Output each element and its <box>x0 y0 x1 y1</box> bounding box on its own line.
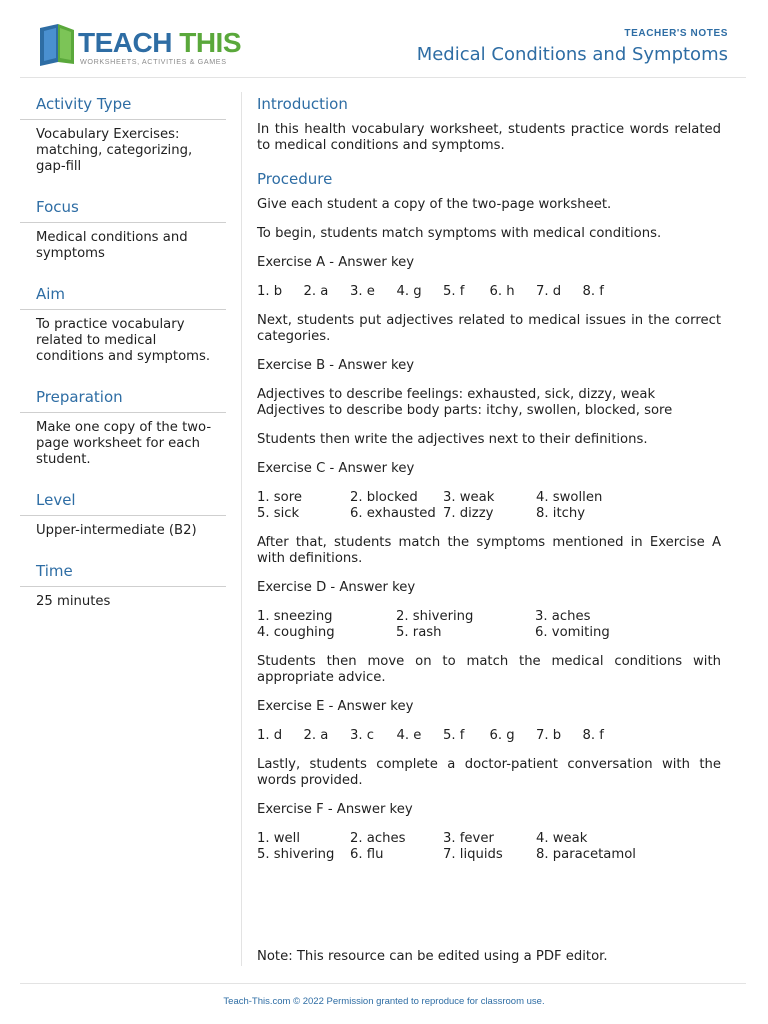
answer-item: 8. itchy <box>536 506 586 521</box>
aim-heading: Aim <box>20 282 226 310</box>
exercise-e-label: Exercise E - Answer key <box>257 699 414 714</box>
time-section <box>20 559 226 610</box>
time-text: 25 minutes <box>36 594 111 609</box>
aim-text: To practice vocabulary related to medical conditions and symptoms. <box>36 317 211 364</box>
answer-item: 1. b <box>257 284 283 299</box>
answer-item: 3. fever <box>443 831 494 846</box>
answer-item: 6. g <box>489 728 515 743</box>
answer-item: 7. liquids <box>443 847 503 862</box>
answer-item: 7. b <box>536 728 562 743</box>
procedure-step-7: Lastly, students complete a doctor-patient conversation with the words provided. <box>257 757 721 788</box>
answer-item: 7. dizzy <box>443 506 494 521</box>
header-divider <box>20 77 746 78</box>
answer-item: 2. aches <box>350 831 406 846</box>
level-section <box>20 488 226 539</box>
answer-item: 4. weak <box>536 831 588 846</box>
procedure-step-3: Next, students put adjectives related to medical issues in the correct categories. <box>257 313 721 344</box>
answer-item: 3. aches <box>535 609 591 624</box>
exercise-d-answers <box>257 609 721 641</box>
answer-item: 5. f <box>443 284 465 299</box>
exercise-f-answers <box>257 831 721 863</box>
answer-row <box>257 506 721 522</box>
answer-item: 5. f <box>443 728 465 743</box>
answer-item: 5. rash <box>396 625 442 640</box>
answer-item: 8. f <box>582 284 604 299</box>
exercise-a-label: Exercise A - Answer key <box>257 255 415 270</box>
exercise-c-label: Exercise C - Answer key <box>257 461 415 476</box>
answer-item: 3. c <box>350 728 375 743</box>
answer-item: 8. paracetamol <box>536 847 636 862</box>
logo-wordmark: TEACH THIS <box>78 27 242 58</box>
answer-item: 3. e <box>350 284 375 299</box>
introduction-heading: Introduction <box>257 95 348 113</box>
exercise-a-answers <box>257 284 721 300</box>
answer-item: 4. coughing <box>257 625 335 640</box>
answer-row <box>257 831 721 847</box>
exercise-f-label: Exercise F - Answer key <box>257 802 413 817</box>
answer-item: 5. shivering <box>257 847 335 862</box>
footer-divider <box>20 983 746 984</box>
logo-tagline: WORKSHEETS, ACTIVITIES & GAMES <box>80 57 227 66</box>
answer-item: 2. shivering <box>396 609 474 624</box>
answer-row <box>257 625 721 641</box>
procedure-step-6: Students then move on to match the medical conditions with appropriate advice. <box>257 654 721 685</box>
answer-row <box>257 490 721 506</box>
aim-section <box>20 282 226 365</box>
answer-item: 1. well <box>257 831 301 846</box>
preparation-heading: Preparation <box>20 385 226 413</box>
activity-type-heading: Activity Type <box>20 92 226 120</box>
answer-item: 6. exhausted <box>350 506 436 521</box>
answer-item: 2. a <box>303 728 329 743</box>
answer-item: 6. flu <box>350 847 384 862</box>
editing-note: Note: This resource can be edited using a PDF editor. <box>257 949 608 964</box>
procedure-step-4: Students then write the adjectives next to their definitions. <box>257 432 648 447</box>
preparation-section <box>20 385 226 468</box>
preparation-text: Make one copy of the two-page worksheet for each student. <box>36 420 212 467</box>
exercise-b-label: Exercise B - Answer key <box>257 358 415 373</box>
procedure-step-2: To begin, students match symptoms with medical conditions. <box>257 226 662 241</box>
level-heading: Level <box>20 488 226 516</box>
answer-item: 5. sick <box>257 506 300 521</box>
teachers-notes-label: TEACHER'S NOTES <box>624 28 728 39</box>
page-title: Medical Conditions and Symptoms <box>416 44 728 65</box>
answer-item: 7. d <box>536 284 562 299</box>
answer-item: 6. vomiting <box>535 625 610 640</box>
page-header <box>0 0 768 78</box>
exercise-b-answers <box>257 387 721 419</box>
answer-item: 1. d <box>257 728 283 743</box>
answer-line: Adjectives to describe body parts: itchy, swollen, blocked, sore <box>257 403 673 418</box>
answer-line: Adjectives to describe feelings: exhausted, sick, dizzy, weak <box>257 387 656 402</box>
focus-heading: Focus <box>20 195 226 223</box>
answer-item: 4. g <box>396 284 422 299</box>
answer-item: 4. swollen <box>536 490 603 505</box>
info-sidebar <box>20 92 226 630</box>
answer-item: 1. sneezing <box>257 609 333 624</box>
level-text: Upper-intermediate (B2) <box>36 523 197 538</box>
answer-row <box>257 609 721 625</box>
answer-item: 2. blocked <box>350 490 418 505</box>
procedure-step-5: After that, students match the symptoms mentioned in Exercise A with definitions. <box>257 535 721 566</box>
answer-item: 2. a <box>303 284 329 299</box>
time-heading: Time <box>20 559 226 587</box>
column-divider <box>241 92 242 966</box>
exercise-d-label: Exercise D - Answer key <box>257 580 416 595</box>
exercise-e-answers <box>257 728 721 744</box>
answer-item: 1. sore <box>257 490 302 505</box>
answer-item: 8. f <box>582 728 604 743</box>
procedure-heading: Procedure <box>257 170 333 188</box>
answer-row <box>257 847 721 863</box>
focus-section <box>20 195 226 262</box>
footer-copyright[interactable]: Teach-This.com © 2022 Permission granted to reproduce for classroom use. <box>223 996 545 1007</box>
main-content <box>257 92 721 876</box>
teach-this-logo[interactable] <box>36 22 242 70</box>
answer-item: 3. weak <box>443 490 495 505</box>
answer-item: 4. e <box>396 728 422 743</box>
book-icon <box>36 22 76 68</box>
introduction-text: In this health vocabulary worksheet, students practice words related to medical conditions and symptoms. <box>257 122 721 153</box>
activity-type-section <box>20 92 226 175</box>
exercise-c-answers <box>257 490 721 522</box>
focus-text: Medical conditions and symptoms <box>36 230 188 261</box>
answer-item: 6. h <box>489 284 515 299</box>
procedure-step-1: Give each student a copy of the two-page worksheet. <box>257 197 612 212</box>
activity-type-text: Vocabulary Exercises: matching, categorizing, gap-fill <box>36 127 193 174</box>
